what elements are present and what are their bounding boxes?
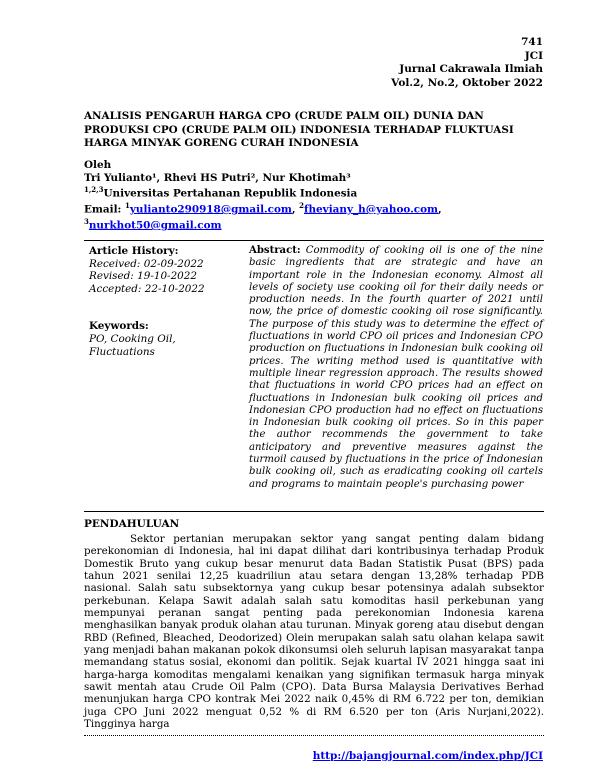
email-link-3[interactable]: nurkhot50@gmail.com xyxy=(88,219,222,232)
journal-volume: Vol.2, No.2, Oktober 2022 xyxy=(391,76,543,89)
email-sep-1: , xyxy=(291,203,300,216)
email-label: Email: xyxy=(84,203,125,216)
oleh-label: Oleh xyxy=(84,159,112,171)
email2-sup: 2 xyxy=(299,200,305,210)
abstract-label: Abstract: xyxy=(249,245,301,256)
affiliation-sup: 1,2,3 xyxy=(84,185,104,194)
keywords-label: Keywords: xyxy=(89,320,149,333)
author-block xyxy=(84,159,534,232)
email-line-2 xyxy=(84,216,534,232)
abstract-text: Commodity of cooking oil is one of the nine basic ingredients that are strategic and have an important role in the Indonesian economy. Almost all levels of society use cooking oil for their daily needs or production needs. In the fourth quarter of 2021 until now, the price of domestic cooking oil rose significantly. The purpose of this study was to determine the effect of fluctuations in world CPO oil prices and Indonesian CPO production on fluctuations in Indonesian bulk cooking oil prices. The writing method used is quantitative with multiple linear regression approach. The results showed that fluctuations in world CPO prices had an effect on fluctuations in Indonesian bulk cooking oil prices and Indonesian CPO production had no effect on fluctuations in Indonesian bulk cooking oil prices. So in this paper the author recommends the government to take anticipatory and preventive measures against the turmoil caused by fluctuations in the price of Indonesian bulk cooking oil, such as eradicating cooking oil cartels and programs to maintain people's purchasing power xyxy=(249,245,543,490)
email1-sup: 1 xyxy=(125,200,130,210)
history-label: Article History: xyxy=(89,245,179,257)
email-sep-2: , xyxy=(438,203,442,216)
article-info-box xyxy=(84,240,544,512)
journal-header xyxy=(391,36,543,90)
email-link-1[interactable]: yulianto290918@gmail.com xyxy=(129,203,292,216)
revised-date: Revised: 19-10-2022 xyxy=(89,270,198,283)
intro-paragraph: Sektor pertanian merupakan sektor yang sangat penting dalam bidang perekonomian di Indonesia, hal ini dapat dilihat dari kontribusinya terhadap Produk Domestik Bruto yang cukup besar menurut data Badan Statistik Pusat (BPS) pada tahun 2021 senilai 12,25 kuadriliun atau setara dengan 13,28% terhadap PDB nasional. Salah satu subsektornya yang cukup besar potensinya adalah subsektor perkebunan. Kelapa Sawit adalah salah satu komoditas hasil perkebunan yang mempunyai peranan sangat penting pada perekonomian Indonesia karena menghasilkan banyak produk olahan atau turunan. Minyak goreng atau disebut dengan RBD (Refined, Bleached, Deodorized) Olein merupakan salah satu olahan kelapa sawit yang menjadi bahan makanan pokok dikonsumsi oleh seluruh lapisan masyarakat tanpa memandang status sosial, ekonomi dan politik. Sejak kuartal IV 2021 hingga saat ini harga-harga komoditas mengalami kenaikan yang signifikan termasuk harga minyak sawit mentah atau Crude Oil Palm (CPO). Data Bursa Malaysia Derivatives Berhad menunjukan harga CPO kontrak Mei 2022 naik 0,45% di RM 6.722 per ton, demikian juga CPO Juni 2022 menguat 0,52 % di RM 6.520 per ton (Aris Nurjani,2022). Tingginya harga xyxy=(84,533,544,731)
footer-divider xyxy=(84,735,544,736)
email-line xyxy=(84,200,534,216)
email-link-2[interactable]: fheviany_h@yahoo.com xyxy=(304,203,438,216)
article-meta xyxy=(89,245,239,358)
footer-url-wrap xyxy=(313,750,543,762)
affiliation xyxy=(84,184,534,200)
received-date: Received: 02-09-2022 xyxy=(89,257,204,270)
section-heading: PENDAHULUAN xyxy=(84,518,180,530)
email3-sup: 3 xyxy=(84,216,89,226)
accepted-date: Accepted: 22-10-2022 xyxy=(89,282,205,295)
paper-title: ANALISIS PENGARUH HARGA CPO (CRUDE PALM OIL) DUNIA DAN PRODUKSI CPO (CRUDE PALM OIL) INDONESIA TERHADAP FLUKTUASI HARGA MINYAK GORENG CURAH INDONESIA xyxy=(84,110,514,149)
abstract xyxy=(249,245,543,491)
journal-code: JCI xyxy=(524,49,543,62)
keywords-value: PO, Cooking Oil, Fluctuations xyxy=(89,332,176,358)
author-names: Tri Yulianto¹, Rhevi HS Putri², Nur Khotimah³ xyxy=(84,171,351,184)
journal-url-link[interactable]: http://bajangjournal.com/index.php/JCI xyxy=(312,750,543,762)
affiliation-text: Universitas Pertahanan Republik Indonesia xyxy=(103,187,358,200)
journal-name: Jurnal Cakrawala Ilmiah xyxy=(399,63,543,75)
page-number: 741 xyxy=(521,36,543,48)
